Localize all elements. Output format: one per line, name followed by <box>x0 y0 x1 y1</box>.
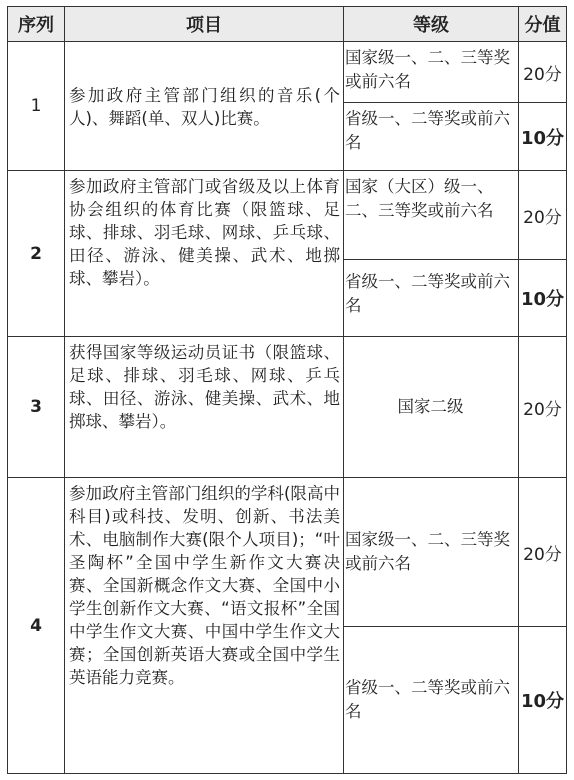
scoring-table <box>7 6 567 774</box>
row-4-item: 参加政府主管部门组织的学科(限高中科目)或科技、发明、创新、书法美术、电脑制作大赛(限个人项目)；“叶圣陶杯”全国中学生新作文大赛决赛、全国新概念作文大赛、全国中小学生创新作文大赛、“语文报杯”全国中学生作文大赛、中国中学生作文大赛；全国创新英语大赛或全国中学生英语能力竞赛。 <box>64 477 344 774</box>
row-2-points-2: 10分 <box>518 259 567 337</box>
row-4-level-2-text: 省级一、二等奖或前六名 <box>345 678 510 721</box>
row-3-points-1: 20分 <box>518 336 567 478</box>
row-2-index: 2 <box>7 170 65 337</box>
row-2-level-2: 省级一、二等奖或前六名 <box>343 259 519 337</box>
header-level: 等级 <box>343 6 519 42</box>
row-4-points-2: 10分 <box>518 626 567 774</box>
row-1-points-1: 20分 <box>518 41 567 103</box>
row-1-item <box>64 41 344 171</box>
header-item: 项目 <box>64 6 344 42</box>
header-points: 分值 <box>518 6 567 42</box>
row-1-level-1: 国家级一、二、三等奖或前六名 <box>343 41 519 103</box>
row-1-points-2: 10分 <box>518 102 567 171</box>
row-4-points-1: 20分 <box>518 477 567 627</box>
row-2-item: 参加政府主管部门或省级及以上体育协会组织的体育比赛（限篮球、足球、排球、羽毛球、网球、乒乓球、田径、游泳、健美操、武术、地掷球、攀岩）。 <box>64 170 344 337</box>
row-3-item: 获得国家等级运动员证书（限篮球、足球、排球、羽毛球、网球、乒乓球、田径、游泳、健美操、武术、地掷球、攀岩）。 <box>64 336 344 478</box>
row-4-level-1 <box>343 477 519 627</box>
row-2-points-1: 20分 <box>518 170 567 260</box>
header-index: 序列 <box>7 6 65 42</box>
row-1-item-text: 参加政府主管部门组织的音乐(个人)、舞蹈(单、双人)比赛。 <box>69 86 340 128</box>
row-3-level-1: 国家二级 <box>343 336 519 478</box>
row-4-level-2 <box>343 626 519 774</box>
row-1-level-2: 省级一、二等奖或前六名 <box>343 102 519 171</box>
row-2-level-1: 国家（大区）级一、二、三等奖或前六名 <box>343 170 519 260</box>
row-4-index: 4 <box>7 477 65 774</box>
row-4-level-1-text: 国家级一、二、三等奖或前六名 <box>345 530 510 573</box>
row-1-index: 1 <box>7 41 65 171</box>
row-3-index: 3 <box>7 336 65 478</box>
